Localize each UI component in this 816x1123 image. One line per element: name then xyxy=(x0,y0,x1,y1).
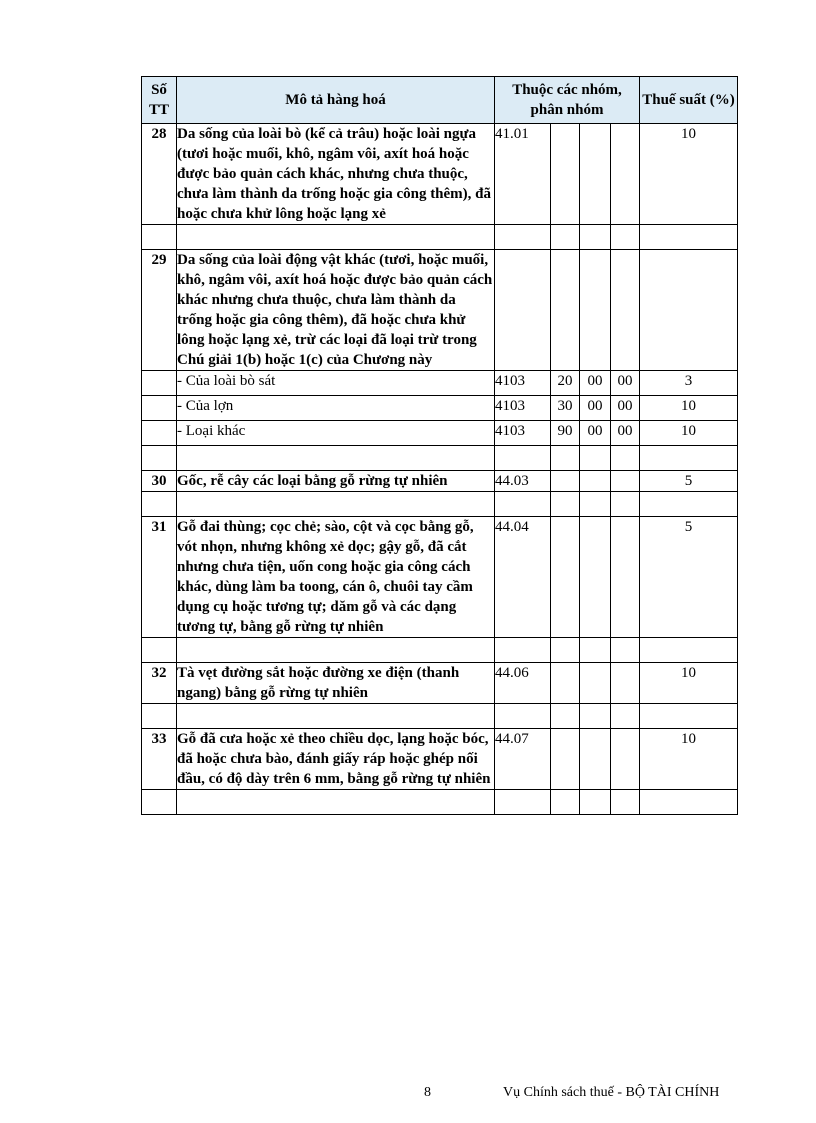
row-subcode-3: 00 xyxy=(611,371,640,396)
row-stt: 31 xyxy=(142,517,177,638)
row-code: 44.07 xyxy=(495,729,551,790)
row-subcode-1: 90 xyxy=(551,421,580,446)
row-description: - Của loài bò sát xyxy=(177,371,495,396)
row-description: Gỗ đai thùng; cọc chẻ; sào, cột và cọc bằng gỗ, vót nhọn, nhưng không xẻ dọc; gậy gỗ, đã cắt nhưng chưa tiện, uốn cong hoặc gia công cách khác, dùng làm ba toong, cán ô, chuôi tay cầm dụng cụ hoặc tương tự; dăm gỗ và các dạng tương tự, bằng gỗ rừng tự nhiên xyxy=(177,517,495,638)
table-row xyxy=(142,371,738,396)
table-row xyxy=(142,471,738,492)
row-code: 4103 xyxy=(495,371,551,396)
row-stt: 32 xyxy=(142,663,177,704)
row-code: 44.04 xyxy=(495,517,551,638)
row-rate: 10 xyxy=(640,421,738,446)
row-subcode-1: 30 xyxy=(551,396,580,421)
row-rate: 3 xyxy=(640,371,738,396)
page-number: 8 xyxy=(424,1085,431,1100)
row-description: Tà vẹt đường sắt hoặc đường xe điện (thanh ngang) bằng gỗ rừng tự nhiên xyxy=(177,663,495,704)
row-rate: 10 xyxy=(640,124,738,225)
table-row xyxy=(142,250,738,371)
row-stt: 30 xyxy=(142,471,177,492)
row-stt: 29 xyxy=(142,250,177,371)
table-row xyxy=(142,517,738,638)
row-code: 44.06 xyxy=(495,663,551,704)
row-stt: 33 xyxy=(142,729,177,790)
header-stt: Số TT xyxy=(142,77,177,124)
blank-row xyxy=(142,790,738,815)
table-row xyxy=(142,421,738,446)
row-description: Gỗ đã cưa hoặc xẻ theo chiều dọc, lạng hoặc bóc, đã hoặc chưa bào, đánh giấy ráp hoặc ghép nối đầu, có độ dày trên 6 mm, bằng gỗ rừng tự nhiên xyxy=(177,729,495,790)
header-rate: Thuế suất (%) xyxy=(640,77,738,124)
row-subcode-1: 20 xyxy=(551,371,580,396)
row-code: 44.03 xyxy=(495,471,551,492)
blank-row xyxy=(142,492,738,517)
header-description: Mô tả hàng hoá xyxy=(177,77,495,124)
row-code: 41.01 xyxy=(495,124,551,225)
row-stt: 28 xyxy=(142,124,177,225)
table-row xyxy=(142,124,738,225)
row-description: - Của lợn xyxy=(177,396,495,421)
row-description: - Loại khác xyxy=(177,421,495,446)
row-rate: 10 xyxy=(640,663,738,704)
blank-row xyxy=(142,446,738,471)
row-rate: 10 xyxy=(640,396,738,421)
blank-row xyxy=(142,704,738,729)
row-subcode-3: 00 xyxy=(611,396,640,421)
blank-row xyxy=(142,638,738,663)
row-subcode-2: 00 xyxy=(580,421,611,446)
table-row xyxy=(142,396,738,421)
row-description: Da sống của loài bò (kể cả trâu) hoặc loài ngựa (tươi hoặc muối, khô, ngâm vôi, axít hoá hoặc được bảo quản cách khác, nhưng chưa thuộc, chưa làm thành da trống hoặc gia công thêm), đã hoặc chưa khử lông hoặc lạng xẻ xyxy=(177,124,495,225)
row-description: Da sống của loài động vật khác (tươi, hoặc muối, khô, ngâm vôi, axít hoá hoặc được bảo quản cách khác nhưng chưa thuộc, chưa làm thành da trống hoặc gia công thêm), đã hoặc chưa khử lông hoặc lạng xẻ, trừ các loại đã loại trừ trong Chú giải 1(b) hoặc 1(c) của Chương này xyxy=(177,250,495,371)
row-subcode-2: 00 xyxy=(580,396,611,421)
row-rate: 10 xyxy=(640,729,738,790)
table-header-row xyxy=(142,77,738,124)
row-rate: 5 xyxy=(640,471,738,492)
row-subcode-3: 00 xyxy=(611,421,640,446)
row-code: 4103 xyxy=(495,396,551,421)
blank-row xyxy=(142,225,738,250)
table-row xyxy=(142,663,738,704)
tariff-table xyxy=(141,76,738,815)
table-row xyxy=(142,729,738,790)
footer-text: Vụ Chính sách thuế - BỘ TÀI CHÍNH xyxy=(503,1085,720,1100)
row-subcode-2: 00 xyxy=(580,371,611,396)
header-group: Thuộc các nhóm, phân nhóm xyxy=(495,77,640,124)
row-description: Gốc, rễ cây các loại bằng gỗ rừng tự nhiên xyxy=(177,471,495,492)
row-rate: 5 xyxy=(640,517,738,638)
row-code: 4103 xyxy=(495,421,551,446)
